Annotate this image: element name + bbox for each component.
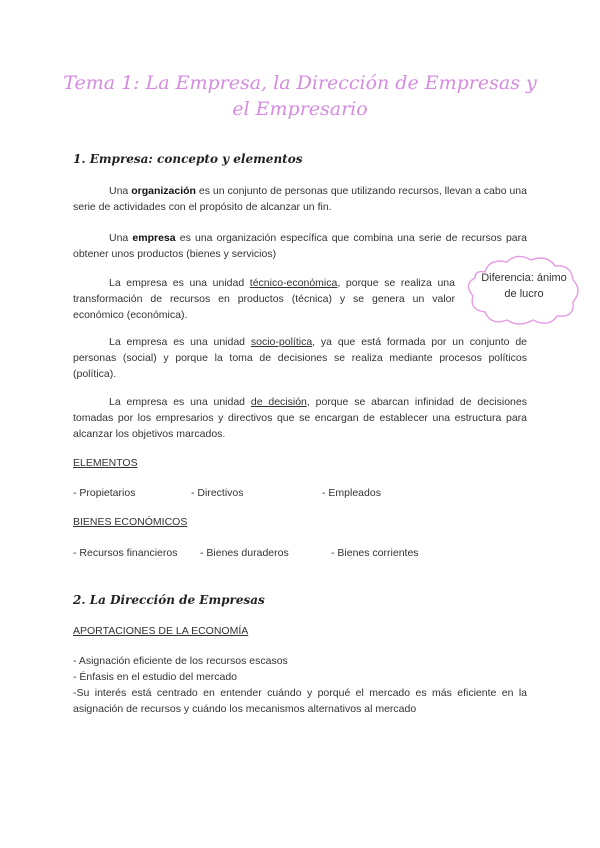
p5-underlined: de decisión (250, 396, 307, 408)
p1-post: es un conjunto de personas que utilizando recursos, llevan a cabo una serie de actividades con el propósito de alcanzar un fin. (73, 185, 527, 213)
paragraph-socio-politica (73, 334, 527, 382)
aportaciones-label: APORTACIONES DE LA ECONOMÍA (73, 625, 249, 637)
p1-bold: organización (131, 185, 196, 197)
p4-post: , ya que está formada por un conjunto de personas (social) y porque la toma de decisiones se realiza mediante procesos políticos (política). (73, 336, 527, 380)
paragraph-organizacion (73, 183, 527, 215)
p3-pre: La empresa es una unidad (109, 277, 250, 289)
p2-pre: Una (109, 232, 133, 244)
p3-post: , porque se realiza una transformación de recursos en productos (técnica) y se genera un valor económico (económica). (73, 277, 455, 321)
bienes-label: BIENES ECONÓMICOS (73, 516, 188, 528)
cloud-note: Diferencia: ánimo de lucro (481, 272, 567, 300)
p1-pre: Una (109, 185, 132, 197)
bien-item: - Bienes corrientes (331, 547, 419, 559)
p2-post: es una organización específica que combina una serie de recursos para obtener unos productos (bienes y servicios) (73, 232, 527, 260)
bien-item: - Bienes duraderos (200, 547, 289, 559)
aportaciones-list (73, 653, 527, 717)
p3-underlined: técnico-económica (249, 277, 338, 289)
p2-bold: empresa (132, 232, 176, 244)
section-2-heading: 2. La Dirección de Empresas (73, 593, 265, 607)
p4-pre: La empresa es una unidad (109, 336, 251, 348)
bien-item: - Recursos financieros (73, 547, 178, 559)
paragraph-empresa (73, 230, 527, 262)
elementos-label: ELEMENTOS (73, 457, 138, 469)
elemento-item: - Propietarios (73, 487, 136, 499)
document-title: Tema 1: La Empresa, la Dirección de Empresas y el Empresario (63, 72, 537, 120)
paragraph-decision (73, 394, 527, 442)
p5-post: , porque se abarcan infinidad de decisiones tomadas por los empresarios y directivos que se encargan de establecer una estructura para alcanzar los objetivos marcados. (73, 396, 527, 440)
elemento-item: - Directivos (191, 487, 244, 499)
elemento-item: - Empleados (322, 487, 381, 499)
paragraph-tecnico-economica (73, 275, 455, 323)
section-1-heading: 1. Empresa: concepto y elementos (73, 152, 303, 166)
p5-pre: La empresa es una unidad (109, 396, 251, 408)
list-item: - Énfasis en el estudio del mercado (73, 671, 238, 683)
p4-underlined: socio-política (250, 336, 313, 348)
list-item: - Asignación eficiente de los recursos escasos (73, 655, 288, 667)
list-item: -Su interés está centrado en entender cuándo y porqué el mercado es más eficiente en la asignación de recursos y cuándo los mecanismos alternativos al mercado (73, 687, 527, 715)
